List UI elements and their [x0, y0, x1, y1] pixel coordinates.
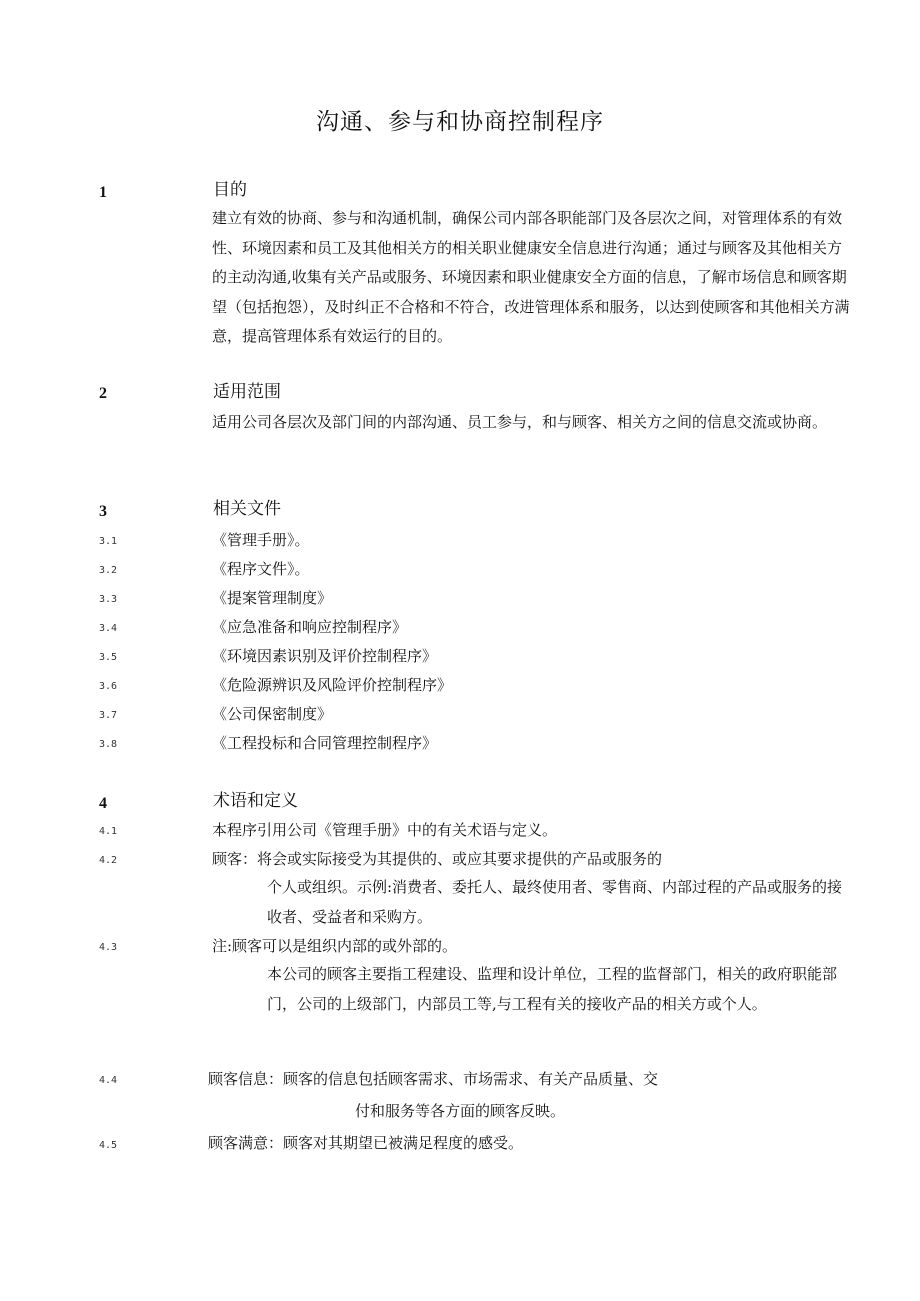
definition-number: 4.2: [99, 855, 118, 866]
definition-lead: 顾客：将会或实际接受为其提供的、或应其要求提供的产品或服务的: [212, 850, 663, 868]
definition-lead: 顾客信息：顾客的信息包括顾客需求、市场需求、有关产品质量、交: [208, 1070, 659, 1088]
definition-text: 本程序引用公司《管理手册》中的有关术语与定义。: [212, 821, 558, 839]
definition-lead: 注:顾客可以是组织内部的或外部的。: [212, 937, 458, 955]
definition-text: 顾客满意：顾客对其期望已被满足程度的感受。: [208, 1134, 524, 1152]
definition-number: 4.4: [99, 1075, 118, 1086]
section-3-number: 3: [99, 503, 107, 520]
list-item-number: 3.2: [99, 565, 118, 576]
definition-number: 4.3: [99, 942, 118, 953]
list-item-text: 《公司保密制度》: [212, 705, 333, 723]
list-item-number: 3.7: [99, 710, 118, 721]
list-item-text: 《应急准备和响应控制程序》: [212, 618, 408, 636]
list-item-text: 《工程投标和合同管理控制程序》: [212, 734, 438, 752]
page-title: 沟通、参与和协商控制程序: [316, 109, 604, 135]
section-1-body: 建立有效的协商、参与和沟通机制，确保公司内部各职能部门及各层次之间，对管理体系的有效性、环境因素和员工及其他相关方的相关职业健康安全信息进行沟通；通过与顾客及其他相关方的主动沟通,收集有关产品或服务、环境因素和职业健康安全方面的信息，了解市场信息和顾客期望（包括抱怨），及时纠正不合格和不符合，改进管理体系和服务，以达到使顾客和其他相关方满意，提高管理体系有效运行的目的。: [212, 209, 850, 345]
list-item-number: 3.8: [99, 739, 118, 750]
list-item-text: 《程序文件》。: [212, 560, 310, 578]
section-4-number: 4: [99, 795, 107, 812]
list-item-text: 《环境因素识别及评价控制程序》: [212, 647, 438, 665]
list-item-text: 《管理手册》。: [212, 531, 310, 549]
definition-number: 4.5: [99, 1140, 118, 1151]
definition-continuation: 本公司的顾客主要指工程建设、监理和设计单位，工程的监督部门，相关的政府职能部门，公司的上级部门，内部员工等,与工程有关的接收产品的相关方或个人。: [267, 965, 838, 1013]
section-4-title: 术语和定义: [213, 791, 298, 811]
list-item-text: 《危险源辨识及风险评价控制程序》: [212, 676, 453, 694]
list-item-number: 3.4: [99, 623, 118, 634]
list-item-number: 3.3: [99, 594, 118, 605]
section-2-title: 适用范围: [213, 382, 281, 402]
list-item-number: 3.5: [99, 652, 118, 663]
definition-number: 4.1: [99, 826, 118, 837]
definition-continuation: 付和服务等各方面的顾客反映。: [355, 1102, 566, 1120]
list-item-number: 3.6: [99, 681, 118, 692]
list-item-number: 3.1: [99, 536, 118, 547]
section-2-body: 适用公司各层次及部门间的内部沟通、员工参与，和与顾客、相关方之间的信息交流或协商。: [212, 413, 828, 431]
section-1-title: 目的: [213, 180, 247, 200]
section-1-number: 1: [99, 184, 107, 201]
section-2-number: 2: [99, 385, 107, 402]
list-item-text: 《提案管理制度》: [212, 589, 333, 607]
definition-continuation: 个人或组织。示例:消费者、委托人、最终使用者、零售商、内部过程的产品或服务的接收者、受益者和采购方。: [267, 878, 843, 926]
section-3-title: 相关文件: [213, 499, 281, 519]
